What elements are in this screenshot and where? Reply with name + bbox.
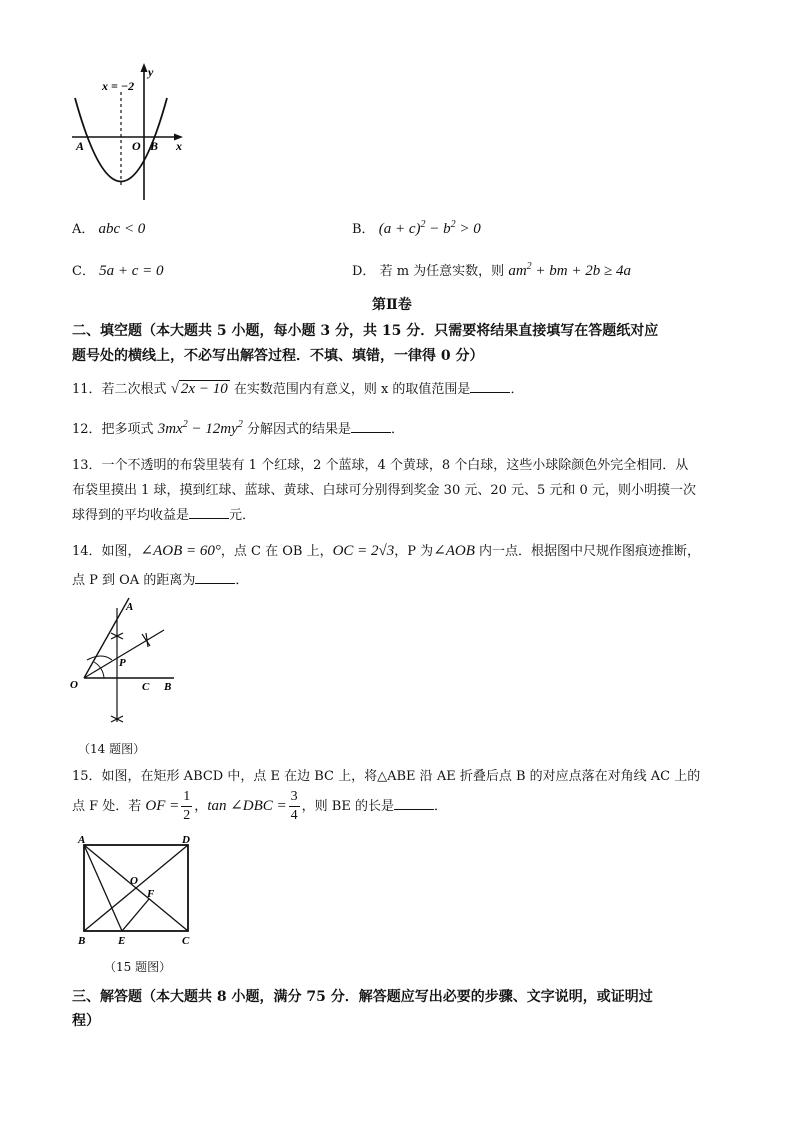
fig15-label-O: O: [130, 875, 138, 887]
option-C: [72, 260, 164, 280]
q14-angle2: ∠AOB: [433, 543, 475, 559]
q15-line2-pre: 点 F 处．若: [72, 799, 146, 814]
option-A: [72, 218, 145, 238]
option-B-letter: B．: [352, 222, 375, 237]
label-B: B: [150, 139, 159, 153]
fig15-label-D: D: [182, 835, 190, 846]
q15-tan-den: 4: [290, 808, 298, 823]
option-C-expr: 5a + c = 0: [99, 263, 164, 279]
q12-answer-blank: [351, 420, 391, 433]
option-B-pre: (a + c): [378, 221, 421, 237]
fig14-label-B: B: [164, 681, 172, 693]
q11-end: ．: [510, 382, 524, 397]
option-D-letter: D．: [352, 264, 376, 279]
q14-answer-blank: [195, 571, 235, 584]
label-y: y: [148, 65, 154, 79]
q13-line3-post: 元．: [229, 508, 256, 523]
arc-small: [87, 656, 112, 660]
option-A-letter: A．: [72, 222, 95, 237]
q13-line3: [72, 504, 255, 523]
q15-of-frac: [181, 790, 192, 823]
q11-answer-blank: [470, 380, 510, 393]
option-B-expr: [379, 221, 481, 237]
q13-line3-pre: 球得到的平均收益是: [72, 508, 190, 523]
q12-pre: 12．把多项式: [72, 422, 158, 437]
q15-end: ．: [433, 799, 447, 814]
option-C-letter: C．: [72, 264, 95, 279]
option-B-post: − b: [425, 221, 451, 237]
fig14-label-C: C: [142, 681, 150, 693]
q14-post: 内一点．根据图中尺规作图痕迹推断，: [474, 544, 701, 559]
q15-of-den: 2: [183, 808, 191, 823]
fig14-label-P: P: [119, 657, 126, 669]
option-A-expr: abc < 0: [98, 221, 146, 237]
segment-EF: [122, 899, 149, 931]
option-B: [352, 218, 481, 238]
q15-tan-frac: [289, 790, 300, 823]
label-A: A: [76, 139, 85, 153]
q15-line2: 点 F 处．若 OF = $\frac{1}{2}$ ，tan ∠DBC = $\frac{3}{4}$ ，则 BE 的长是 ．: [72, 789, 447, 823]
q14-angle-expr: ∠AOB = 60°: [140, 543, 221, 559]
q15-line2-post: ，则 BE 的长是: [301, 799, 394, 814]
q14-line1: [72, 540, 700, 560]
q15-caption: （15 题图）: [104, 960, 172, 974]
section2-line2: 题号处的横线上，不必写出解答过程．不填、填错，一律得 0 分）: [72, 348, 484, 364]
q13-line1: 13．一个不透明的布袋里装有 1 个红球，2 个蓝球，4 个黄球，8 个白球，这些小球除颜色外完全相同．从: [72, 458, 689, 473]
option-D-post: + bm + 2b ≥ 4a: [531, 263, 631, 279]
q13-line2: 布袋里摸出 1 球，摸到红球、蓝球、黄球、白球可分别得到奖金 30 元、20 元、5 元和 0 元，则小明摸一次: [72, 483, 696, 498]
question-12: [72, 418, 404, 438]
option-D-expr: [508, 263, 631, 279]
question-11: 11．若二次根式 √ 2x − 10 在实数范围内有意义，则 x 的取值范围是 ．: [72, 381, 524, 397]
fig15-label-C: C: [182, 935, 190, 947]
fig14-label-O: O: [70, 679, 78, 691]
q12-end: ．: [390, 422, 404, 437]
q12-sup1: 2: [182, 419, 188, 430]
q14-mid2: ，P 为: [394, 544, 434, 559]
fig14-label-A: A: [126, 601, 134, 613]
option-D-text: 若 m 为任意实数，则: [379, 264, 509, 279]
part2-title: 第Ⅱ卷: [372, 297, 412, 313]
q14-line2-pre: 点 P 到 OA 的距离为: [72, 573, 196, 588]
q15-figure: [72, 835, 202, 950]
q14-line2: [72, 569, 248, 588]
section3-line1: 三、解答题（本大题共 8 小题，满分 75 分．解答题应写出必要的步骤、文字说明，或证明过: [72, 989, 653, 1005]
arc-at-O: [94, 662, 104, 678]
q14-caption: （14 题图）: [78, 742, 146, 756]
q15-line1: 15．如图，在矩形 ABCD 中，点 E 在边 BC 上，将△ABE 沿 AE 折叠后点 B 的对应点落在对角线 AC 上的: [72, 769, 701, 784]
fig15-label-F: F: [147, 888, 155, 900]
q11-radicand: 2x − 10: [180, 381, 228, 397]
option-D: [352, 260, 631, 280]
q12-m2: − 12my: [187, 421, 238, 437]
q14-line2-post: ．: [235, 573, 249, 588]
label-O: O: [132, 139, 141, 153]
section2-line1: 二、填空题（本大题共 5 小题，每小题 3 分，共 15 分．只需要将结果直接填写在答题纸对应: [72, 323, 659, 339]
q14-pre: 14．如图，: [72, 544, 141, 559]
label-x-eq: x = −2: [102, 79, 135, 93]
q12-sup2: 2: [237, 419, 243, 430]
option-B-sup: 2: [420, 219, 426, 230]
q11-post: 在实数范围内有意义，则 x 的取值范围是: [229, 382, 471, 397]
q13-answer-blank: [189, 506, 229, 519]
fig15-label-E: E: [118, 935, 126, 947]
q15-of-lhs: OF =: [145, 798, 180, 814]
fig15-label-A: A: [78, 835, 86, 846]
fig15-label-B: B: [78, 935, 86, 947]
parabola-graph: [60, 60, 200, 210]
q15-tan-num: 3: [289, 790, 300, 807]
q15-of-num: 1: [181, 790, 192, 807]
q14-oc-expr: OC = 2√3: [332, 543, 395, 559]
option-D-sup: 2: [526, 261, 532, 272]
y-axis-arrow: [141, 63, 148, 72]
q11-pre: 11．若二次根式: [72, 382, 171, 397]
section3-line2: 程）: [72, 1013, 100, 1029]
label-x: x: [176, 139, 182, 153]
q15-tan-lhs: tan ∠DBC =: [207, 798, 287, 814]
q15-answer-blank: [394, 797, 434, 810]
q12-post: 分解因式的结果是: [242, 422, 351, 437]
option-B-end: > 0: [455, 221, 481, 237]
option-B-sup2: 2: [450, 219, 456, 230]
q12-m1: 3mx: [157, 421, 183, 437]
angle-bisector: [84, 630, 164, 678]
q14-figure: [62, 590, 192, 730]
q14-mid: ，点 C 在 OB 上，: [220, 544, 333, 559]
segment-AE: [84, 845, 122, 931]
option-D-pre: am: [508, 263, 527, 279]
